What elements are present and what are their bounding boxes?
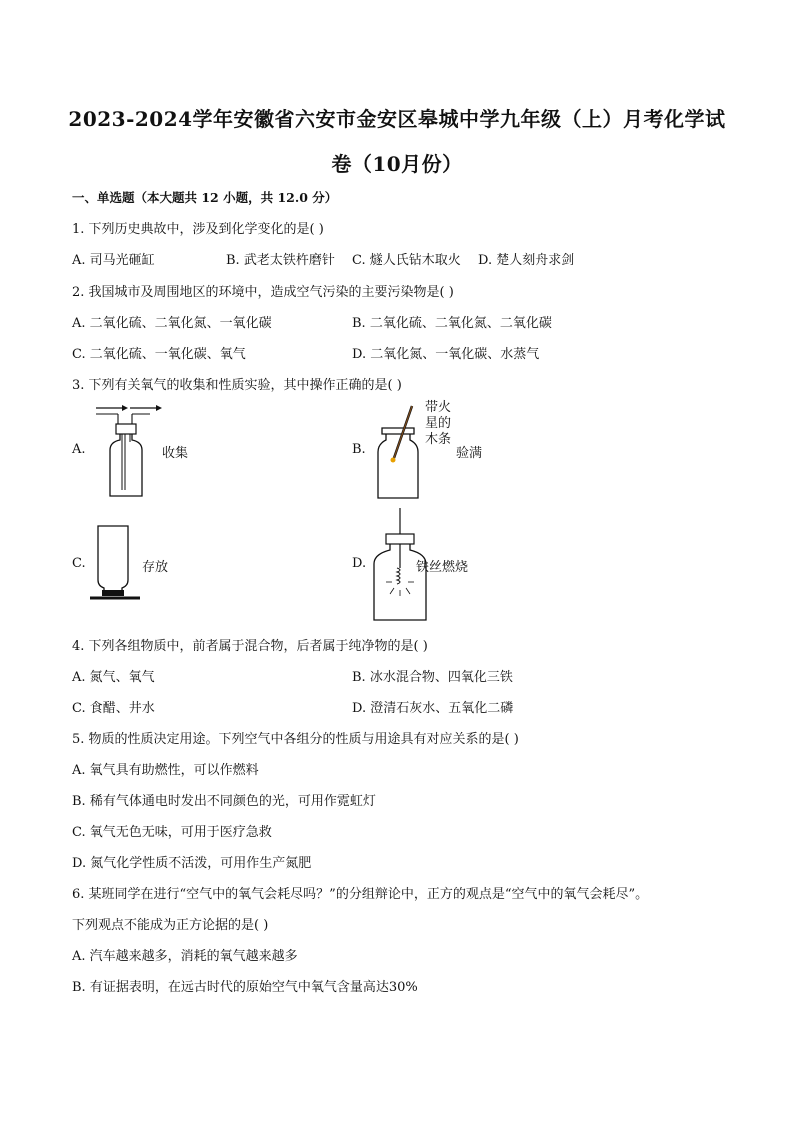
question-5-option-c: C. 氧气无色无味，可用于医疗急救 — [72, 825, 272, 840]
question-2-option-b: B. 二氧化硫、二氧化氮、二氧化碳 — [352, 316, 552, 331]
stick-label-line3: 木条 — [425, 432, 452, 447]
question-3-option-a: A. — [72, 442, 86, 457]
question-5-option-a: A. 氧气具有助燃性，可以作燃料 — [72, 763, 259, 778]
question-3-stem: 3. 下列有关氧气的收集和性质实验，其中操作正确的是( ) — [72, 378, 402, 393]
stick-label-line1: 带火 — [425, 400, 452, 415]
question-2-option-d: D. 二氧化氮、一氧化碳、水蒸气 — [352, 347, 540, 362]
question-3-option-d: D. — [352, 556, 367, 571]
question-1-option-a: A. 司马光砸缸 — [72, 253, 155, 268]
question-6-option-a: A. 汽车越来越多，消耗的氧气越来越多 — [72, 949, 298, 964]
question-1-option-c: C. 燧人氏钻木取火 — [352, 253, 461, 268]
question-3-figure-b-stick-label — [425, 400, 451, 448]
question-3-figure-c-label: 存放 — [142, 560, 169, 575]
section-heading: 一、单选题（本大题共 12 小题，共 12.0 分） — [72, 190, 338, 205]
question-4-option-a: A. 氮气、氧气 — [72, 670, 155, 685]
document-title-line2: 卷（10月份） — [331, 152, 463, 176]
question-5-option-b: B. 稀有气体通电时发出不同颜色的光，可用作霓虹灯 — [72, 794, 376, 809]
question-4-option-d: D. 澄清石灰水、五氧化二磷 — [352, 701, 514, 716]
document-title-line1: 2023-2024学年安徽省六安市金安区皋城中学九年级（上）月考化学试 — [68, 107, 726, 131]
question-5-option-d: D. 氮气化学性质不活泼，可用作生产氮肥 — [72, 856, 312, 871]
question-2-stem: 2. 我国城市及周围地区的环境中，造成空气污染的主要污染物是( ) — [72, 285, 454, 300]
question-1-option-b: B. 武老太铁杵磨针 — [226, 253, 335, 268]
question-3-option-b: B. — [352, 442, 366, 457]
question-4-option-c: C. 食醋、井水 — [72, 701, 155, 716]
question-5-stem: 5. 物质的性质决定用途。下列空气中各组分的性质与用途具有对应关系的是( ) — [72, 732, 519, 747]
question-3-figure-d-label: 铁丝燃烧 — [416, 560, 469, 575]
question-4-stem: 4. 下列各组物质中，前者属于混合物，后者属于纯净物的是( ) — [72, 639, 428, 654]
question-2-option-a: A. 二氧化硫、二氧化氮、一氧化碳 — [72, 316, 272, 331]
question-2-option-c: C. 二氧化硫、一氧化碳、氧气 — [72, 347, 246, 362]
question-3-figure-a-label: 收集 — [162, 446, 189, 461]
question-6-option-b: B. 有证据表明，在远古时代的原始空气中氧气含量高达30% — [72, 980, 418, 995]
question-6-stem: 6. 某班同学在进行“空气中的氧气会耗尽吗？”的分组辩论中，正方的观点是“空气中的氧气会耗尽”。 — [72, 887, 649, 902]
question-6-stem-continued: 下列观点不能成为正方论据的是( ) — [72, 918, 269, 933]
question-1-stem: 1. 下列历史典故中，涉及到化学变化的是( ) — [72, 222, 324, 237]
stick-label-line2: 星的 — [425, 416, 452, 431]
question-1-option-d: D. 楚人刻舟求剑 — [478, 253, 575, 268]
question-4-option-b: B. 冰水混合物、四氧化三铁 — [352, 670, 513, 685]
question-3-figure-b-label: 验满 — [456, 446, 483, 461]
gas-collection-bottle-figure — [92, 400, 172, 500]
inverted-bottle-figure — [88, 524, 148, 602]
question-3-option-c: C. — [72, 556, 86, 571]
